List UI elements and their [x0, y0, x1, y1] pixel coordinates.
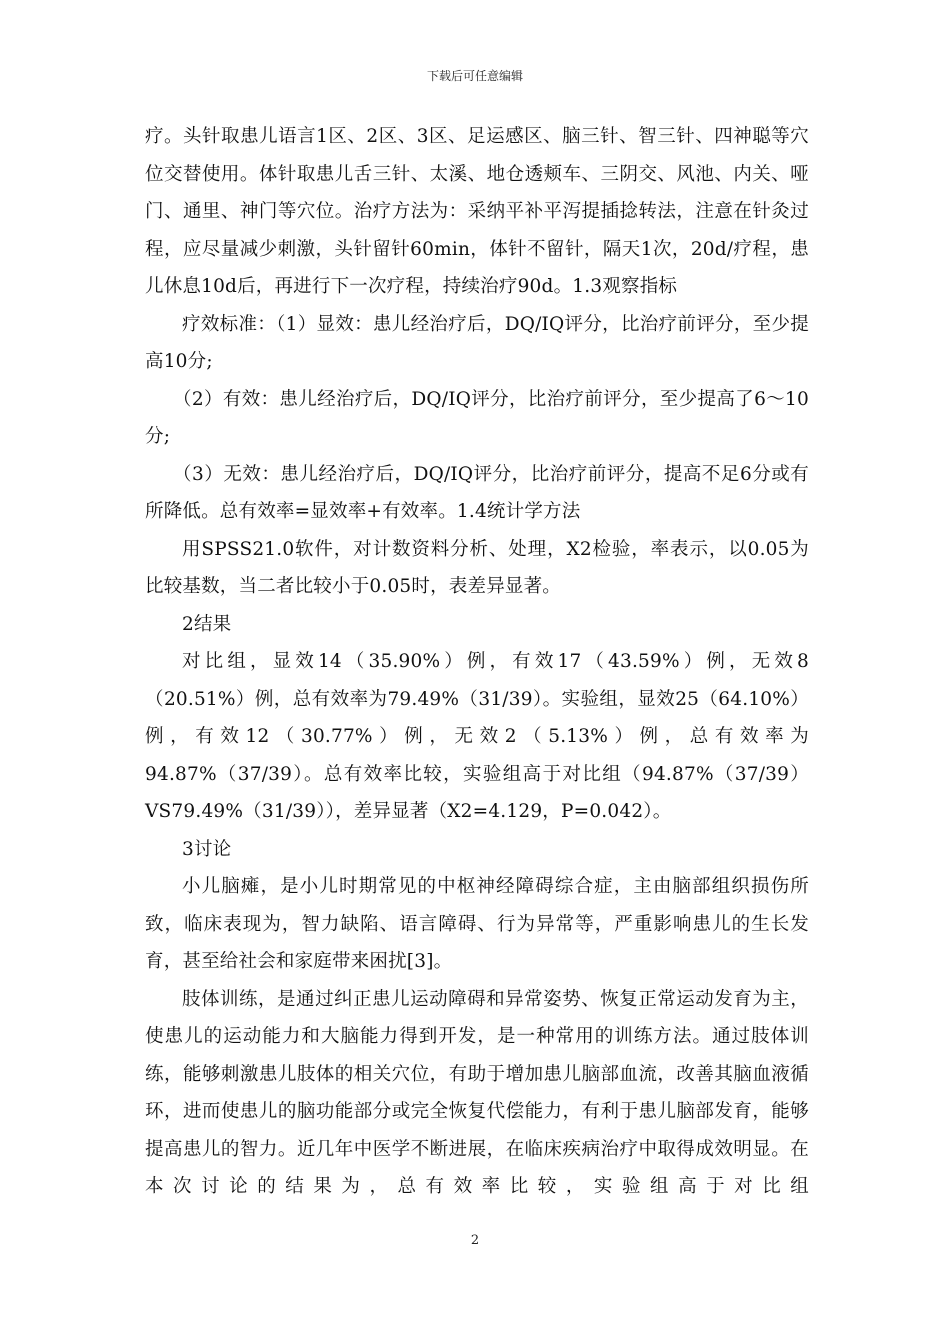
- paragraph-statistics: 用SPSS21.0软件，对计数资料分析、处理，X2检验，率表示，以0.05为比较基数，当二者比较小于0.05时，表差异显著。: [145, 538, 809, 597]
- paragraph-ineffective: （3）无效：患儿经治疗后，DQ/IQ评分，比治疗前评分，提高不足6分或有所降低。总有效率=显效率+有效率。1.4统计学方法: [145, 463, 809, 522]
- header-note: 下载后可任意编辑: [426, 69, 523, 83]
- section-heading-discussion: 3讨论: [182, 838, 232, 860]
- paragraph-cerebral-palsy: 小儿脑瘫，是小儿时期常见的中枢神经障碍综合症，主由脑部组织损伤所致，临床表现为，智力缺陷、语言障碍、行为异常等，严重影响患儿的生长发育，甚至给社会和家庭带来困扰[3]。: [145, 876, 809, 972]
- section-heading-results: 2结果: [182, 613, 232, 635]
- paragraph-effective: （2）有效：患儿经治疗后，DQ/IQ评分，比治疗前评分，至少提高了6～10分;: [145, 388, 809, 447]
- paragraph-efficacy-criteria: 疗效标准：（1）显效：患儿经治疗后，DQ/IQ评分，比治疗前评分，至少提高10分;: [145, 313, 809, 372]
- paragraph-acupuncture-method: 疗。头针取患儿语言1区、2区、3区、足运感区、脑三针、智三针、四神聪等穴位交替使用。体针取患儿舌三针、太溪、地仓透颊车、三阴交、风池、内关、哑门、通里、神门等穴位。治疗方法为：采纳平补平泻提插捻转法，注意在针灸过程，应尽量减少刺激，头针留针60min，体针不留针，隔天1次，20d/疗程，患儿休息10d后，再进行下一次疗程，持续治疗90d。1.3观察指标: [145, 126, 809, 297]
- paragraph-limb-training: 肢体训练，是通过纠正患儿运动障碍和异常姿势、恢复正常运动发育为主，使患儿的运动能力和大脑能力得到开发，是一种常用的训练方法。通过肢体训练，能够刺激患儿肢体的相关穴位，有助于增加患儿脑部血流，改善其脑血液循环，进而使患儿的脑功能部分或完全恢复代偿能力，有利于患儿脑部发育，能够提高患儿的智力。近几年中医学不断进展，在临床疾病治疗中取得成效明显。在本次讨论的结果为，总有效率比较，实验组高于对比组: [145, 988, 809, 1197]
- page-number: 2: [470, 1233, 480, 1248]
- document-body: [145, 118, 809, 1206]
- paragraph-results: 对比组，显效14（35.90%）例，有效17（43.59%）例，无效8（20.51%）例，总有效率为79.49%（31/39）。实验组，显效25（64.10%）例，有效12（30.77%）例，无效2（5.13%）例，总有效率为94.87%（37/39）。总有效率比较，实验组高于对比组（94.87%（37/39）VS79.49%（31/39）），差异显著（X2=4.129，P=0.042）。: [145, 651, 809, 822]
